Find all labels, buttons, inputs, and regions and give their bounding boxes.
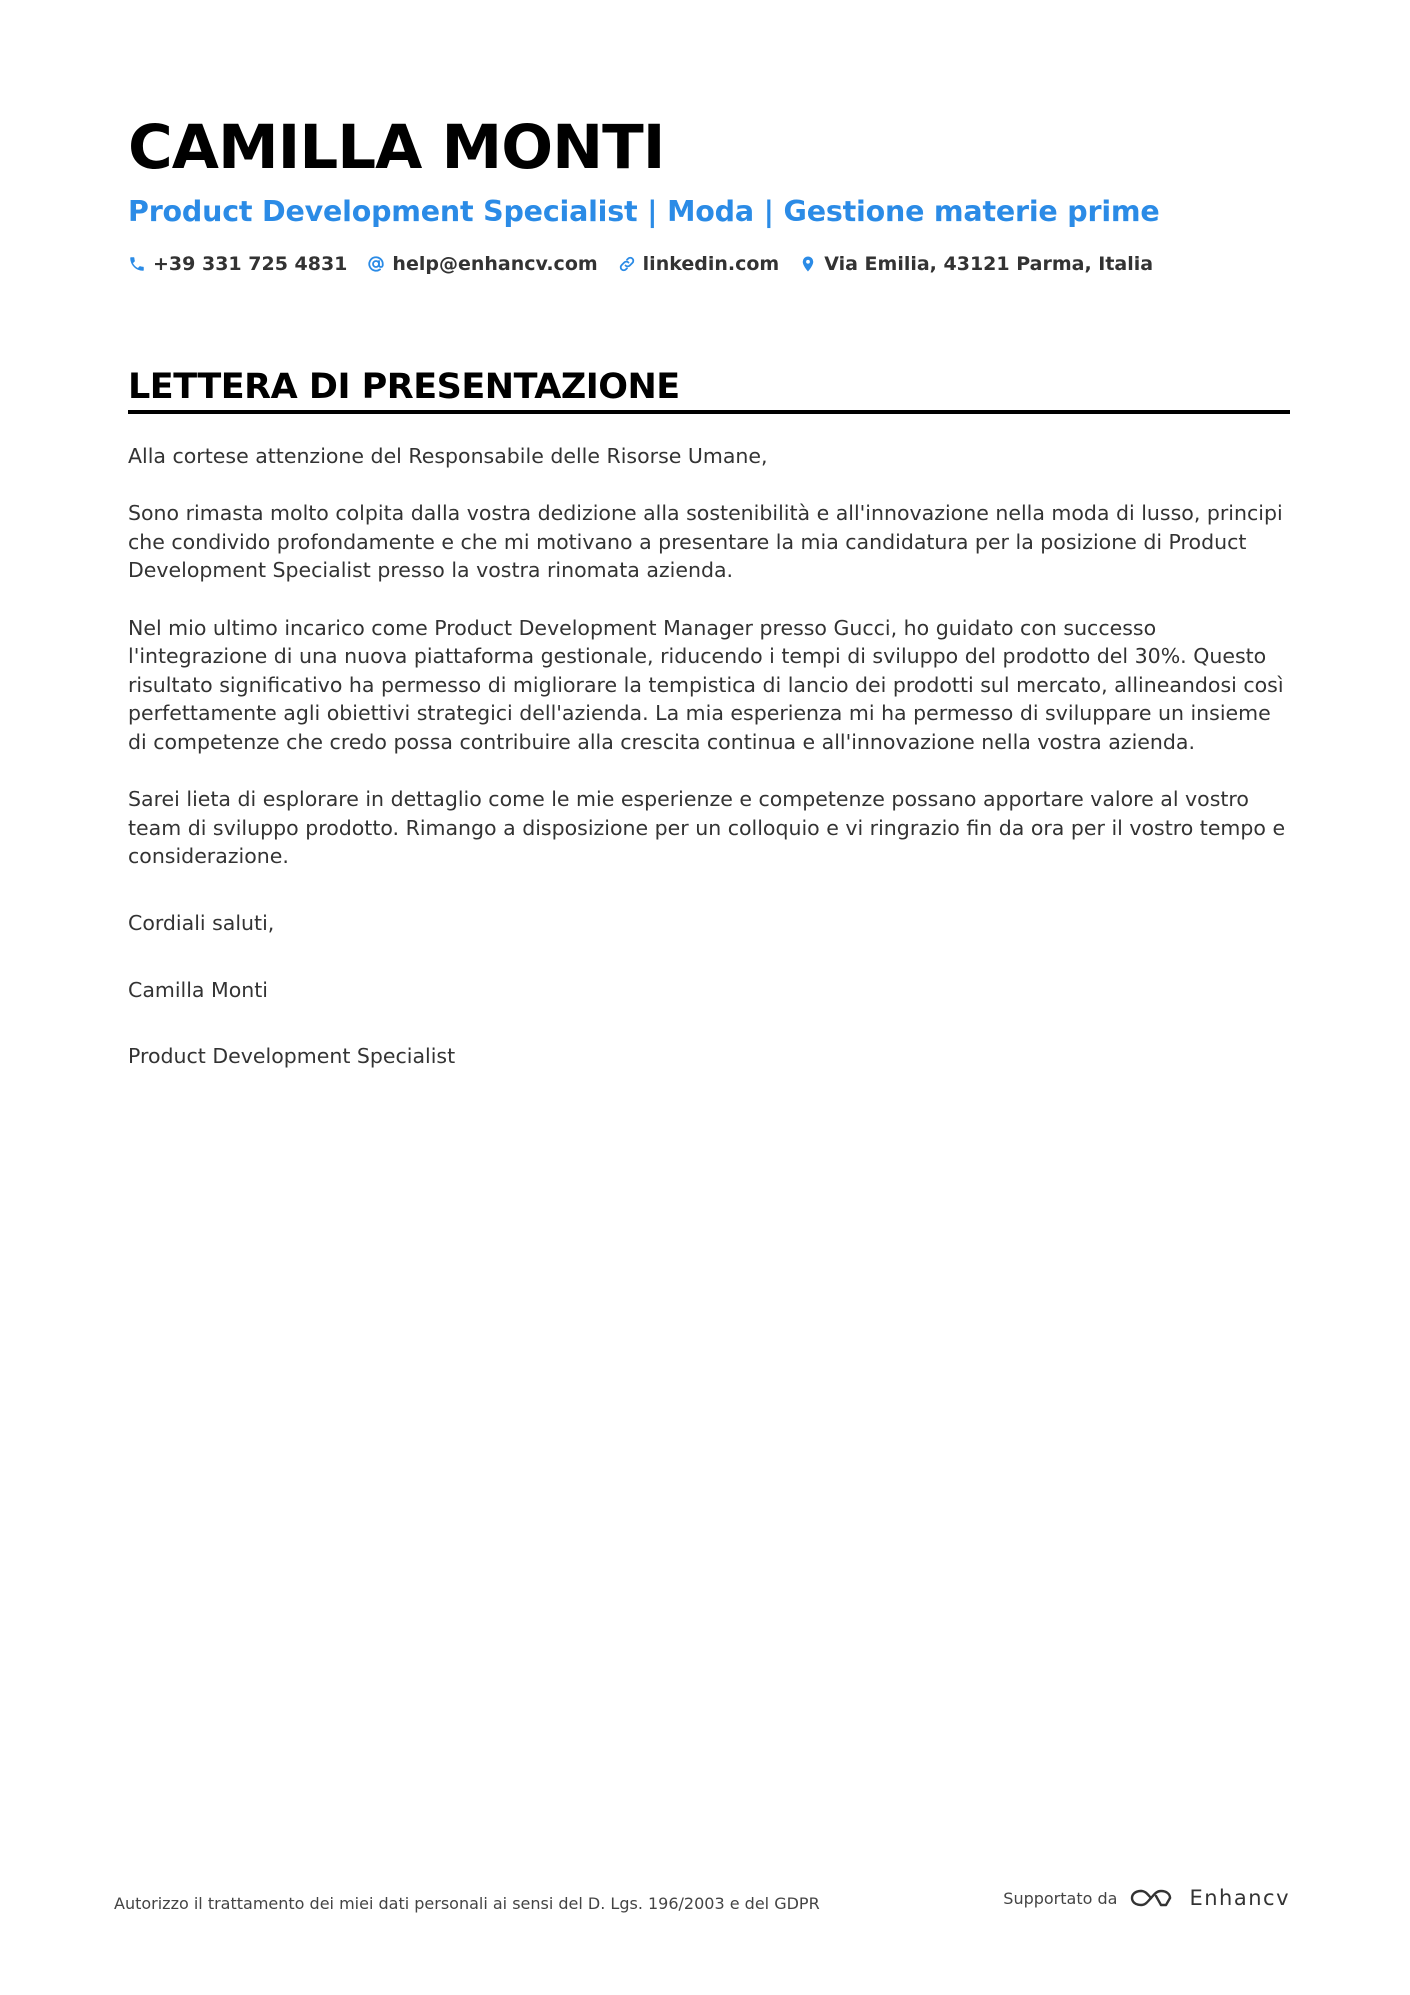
contact-link[interactable] xyxy=(618,253,780,275)
contact-bar xyxy=(128,253,1173,275)
letter-paragraph-2: Nel mio ultimo incarico come Product Development Manager presso Gucci, ho guidato con successo l'integrazione di una nuova piattaforma gestionale, riducendo i tempi di sviluppo del prodotto del 30%. Questo risultato significativo ha permesso di migliorare la tempistica di lancio dei prodotti sul mercato, allineandosi così perfettamente agli obiettivi strategici dell'azienda. La mia esperienza mi ha permesso di sviluppare un insieme di competenze che credo possa contribuire alla crescita continua e all'innovazione nella vostra azienda. xyxy=(128,615,1284,754)
section-title: LETTERA DI PRESENTAZIONE xyxy=(128,367,680,407)
contact-link-text: linkedin.com xyxy=(642,253,780,275)
contact-location xyxy=(799,253,1153,275)
contact-location-text: Via Emilia, 43121 Parma, Italia xyxy=(824,253,1154,275)
contact-email-text: help@enhancv.com xyxy=(392,253,598,275)
powered-label: Supportato da xyxy=(1003,1888,1118,1908)
map-pin-icon xyxy=(799,255,817,273)
letter-body xyxy=(128,442,1293,1099)
candidate-name: CAMILLA MONTI xyxy=(128,112,665,183)
section-divider xyxy=(128,410,1290,414)
signature-title: Product Development Specialist xyxy=(128,1044,456,1069)
link-icon xyxy=(618,255,636,273)
letter-paragraph-3: Sarei lieta di esplorare in dettaglio come le mie esperienze e competenze possano apportare valore al vostro team di sviluppo prodotto. Rimango a disposizione per un colloquio e vi ringrazio fin da ora per il vostro tempo e considerazione. xyxy=(128,787,1286,869)
brand-name: Enhancv xyxy=(1189,1886,1290,1910)
privacy-consent: Autorizzo il trattamento dei miei dati personali ai sensi del D. Lgs. 196/2003 e del GDPR xyxy=(114,1894,820,1913)
powered-by[interactable] xyxy=(1003,1886,1290,1910)
contact-email[interactable] xyxy=(367,253,597,275)
enhancv-logo-icon xyxy=(1129,1886,1175,1910)
candidate-headline: Product Development Specialist | Moda | Gestione materie prime xyxy=(128,195,1160,228)
phone-icon xyxy=(128,255,146,273)
signature-name: Camilla Monti xyxy=(128,977,268,1002)
at-icon xyxy=(367,255,385,273)
letter-greeting: Alla cortese attenzione del Responsabile delle Risorse Umane, xyxy=(128,444,768,468)
letter-paragraph-1: Sono rimasta molto colpita dalla vostra dedizione alla sostenibilità e all'innovazione nella moda di lusso, principi che condivido profondamente e che mi motivano a presentare la mia candidatura per la posizione di Product Development Specialist presso la vostra rinomata azienda. xyxy=(128,501,1283,583)
letter-closing: Cordiali saluti, xyxy=(128,910,275,935)
contact-phone-text: +39 331 725 4831 xyxy=(153,253,348,275)
contact-phone[interactable] xyxy=(128,253,347,275)
